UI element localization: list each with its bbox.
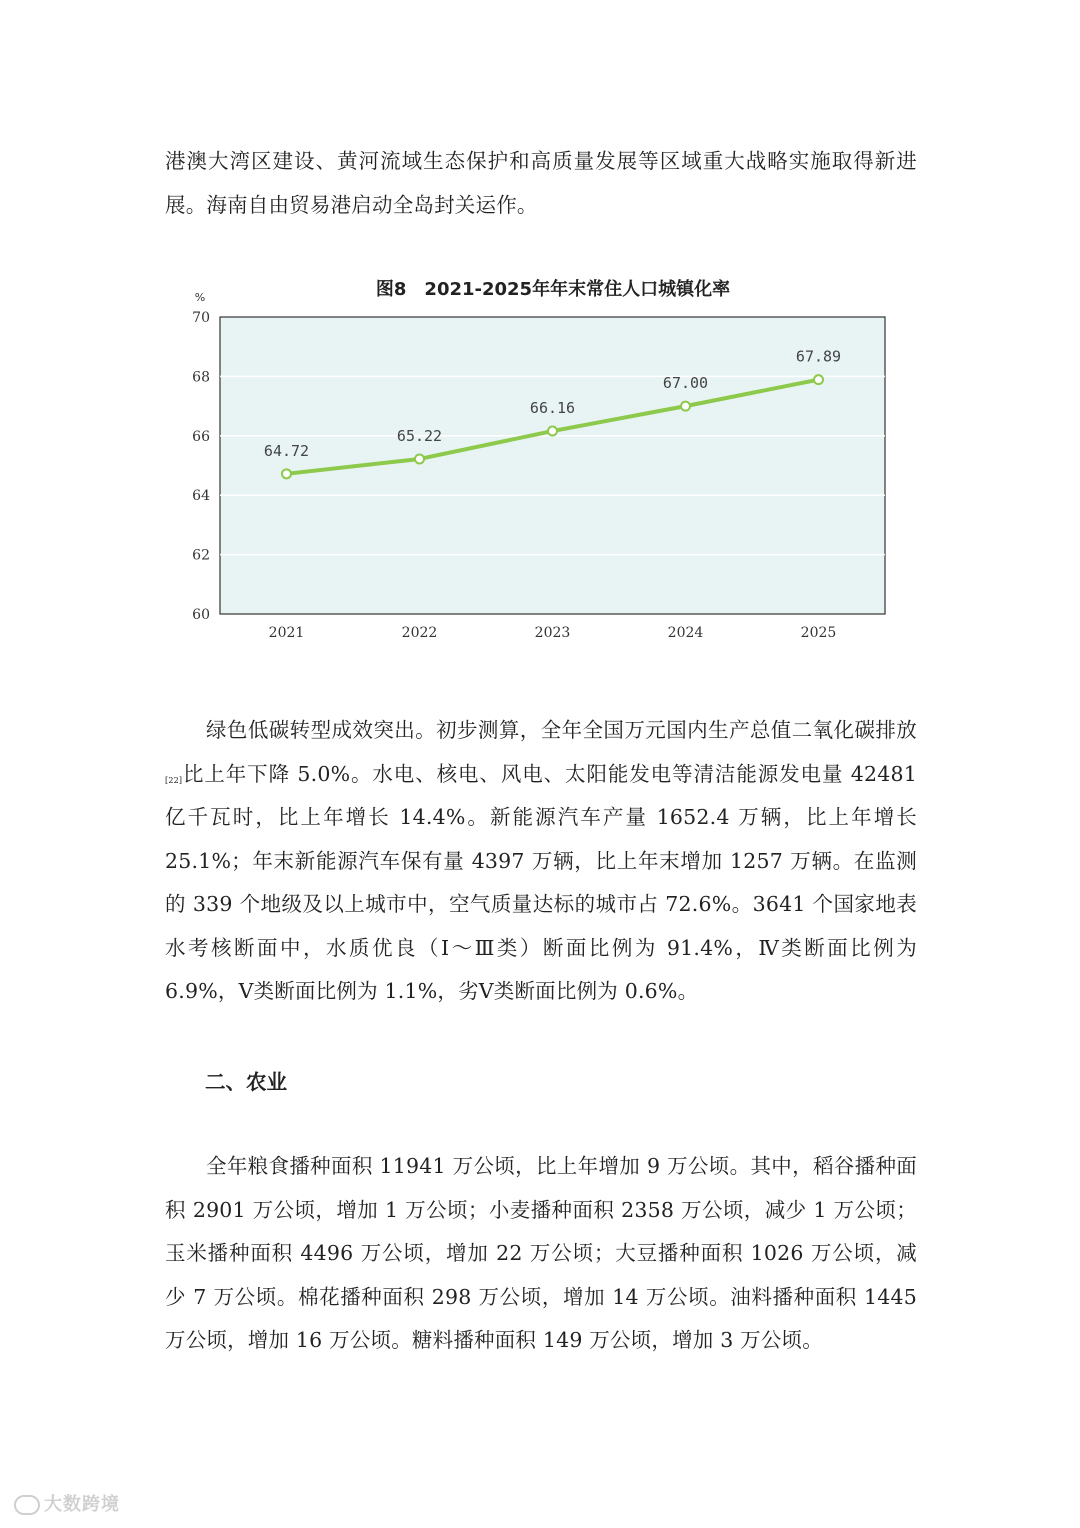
data-label: 67.00: [662, 374, 709, 393]
data-point: [415, 454, 424, 463]
data-label: 67.89: [795, 347, 842, 366]
data-label: 65.22: [396, 426, 443, 445]
data-point: [681, 402, 690, 411]
x-tick-label: 2023: [534, 625, 571, 641]
y-tick-label: 60: [192, 607, 210, 623]
section-heading-agriculture: 二、农业: [205, 1070, 287, 1094]
agriculture-paragraph: 全年粮食播种面积 11941 万公顷，比上年增加 9 万公顷。其中，稻谷播种面积 2901 万公顷，增加 1 万公顷；小麦播种面积 2358 万公顷，减少 1 万公顷；玉米播种面积 4496 万公顷，增加 22 万公顷；大豆播种面积 1026 万公顷，减少 7 万公顷。棉花播种面积 298 万公顷，增加 14 万公顷。油料播种面积 1445 万公顷，增加 16 万公顷。糖料播种面积 149 万公顷，增加 3 万公顷。: [165, 1154, 917, 1352]
plot-area: [220, 317, 885, 614]
y-axis-unit: %: [194, 291, 206, 304]
y-tick-label: 68: [192, 369, 210, 386]
intro-paragraph: 港澳大湾区建设、黄河流域生态保护和高质量发展等区域重大战略实施取得新进展。海南自由贸易港启动全岛封关运作。: [165, 149, 917, 217]
data-point: [282, 469, 291, 478]
green-text-b: 比上年下降 5.0%。水电、核电、风电、太阳能发电等清洁能源发电量 42481 亿千瓦时，比上年增长 14.4%。新能源汽车产量 1652.4 万辆，比上年增长 25.1%；年末新能源汽车保有量 4397 万辆，比上年末增加 1257 万辆。在监测的 339 个地级及以上城市中，空气质量达标的城市占 72.6%。3641 个国家地表水考核断面中，水质优良（Ⅰ～Ⅲ类）断面比例为 91.4%，Ⅳ类断面比例为 6.9%，Ⅴ类断面比例为 1.1%，劣Ⅴ类断面比例为 0.6%。: [165, 761, 917, 1003]
data-label: 66.16: [529, 399, 576, 418]
chart-title: 图8 2021-2025年年末常住人口城镇化率: [375, 279, 731, 300]
y-tick-label: 64: [192, 488, 210, 505]
x-tick-label: 2025: [800, 625, 837, 641]
footnote-ref: [22]: [165, 775, 183, 785]
y-tick-label: 70: [192, 310, 210, 326]
x-tick-label: 2021: [268, 625, 305, 641]
y-tick-label: 66: [192, 428, 210, 445]
data-point: [814, 375, 823, 384]
data-label: 64.72: [263, 441, 310, 460]
x-tick-label: 2024: [667, 625, 704, 641]
x-tick-label: 2022: [401, 625, 438, 641]
urbanization-line-chart: [180, 270, 900, 650]
green-transition-paragraph: [165, 709, 917, 1014]
green-text-a: 绿色低碳转型成效突出。初步测算，全年全国万元国内生产总值二氧化碳排放: [206, 718, 917, 742]
y-tick-label: 62: [192, 547, 210, 564]
watermark-logo-icon: [14, 1495, 40, 1515]
watermark: [14, 1490, 120, 1516]
watermark-text: 大数跨境: [44, 1494, 120, 1515]
data-point: [548, 427, 557, 436]
